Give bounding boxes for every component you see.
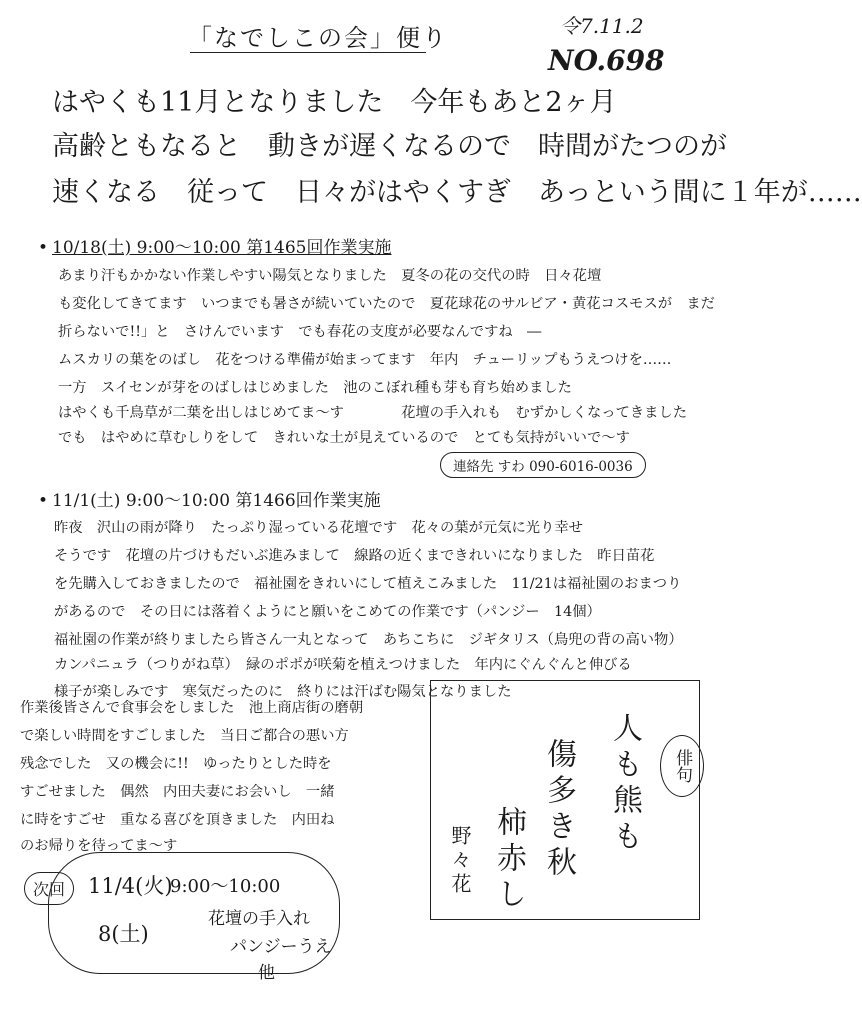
section2-heading [38, 486, 381, 511]
section1-line: でも はやめに草むしりをして きれいな土が見えているので とても気持がいいで〜す [58, 430, 630, 446]
next-session-time: 9:00〜10:00 [170, 876, 281, 897]
haiku-line: 傷多き秋 [541, 738, 576, 882]
closing-line: で楽しい時間をすごしました 当日ご都合の悪い方 [20, 728, 349, 744]
next-session-label: 次回 [24, 872, 74, 905]
title-underline [190, 52, 426, 53]
section1-line: ムスカリの葉をのばし 花をつける準備が始まってます 年内 チューリップもうえつけを…… [58, 352, 672, 368]
intro-line: 高齢ともなると 動きが遅くなるので 時間がたつのが [52, 131, 727, 162]
section2-heading-text: 11/1(土) 9:00〜10:00 第1466回作業実施 [52, 491, 381, 511]
next-session-date: 11/4(火) [88, 874, 173, 898]
issue-date: 令7.11.2 [560, 14, 644, 38]
next-session-task: パンジーうえ [230, 937, 332, 957]
next-session-date: 8(土) [98, 922, 149, 946]
closing-line: 作業後皆さんで食事会をしました 池上商店街の磨朝 [20, 700, 364, 716]
closing-line: に時をすごせ 重なる喜びを頂きました 内田ね [20, 812, 335, 828]
section1-line: も変化してきてます いつまでも暑さが続いていたので 夏花球花のサルビア・黄花コスモスが まだ [58, 296, 715, 312]
section2-line: があるので その日には落着くようにと願いをこめての作業です（パンジー 14個） [54, 604, 601, 620]
section2-line: 福祉園の作業が終りましたら皆さん一丸となって あちこちに ジギタリス（鳥兜の背の高い物） [54, 632, 683, 648]
next-session-task: 他 [258, 963, 275, 983]
next-session-task: 花壇の手入れ [208, 909, 310, 929]
section2-line: カンパニュラ（つりがね草） 緑のポポが咲菊を植えつけました 年内にぐんぐんと伸びる [54, 657, 632, 673]
section1-line: はやくも千鳥草が二葉を出しはじめてま〜す 花壇の手入れも むずかしくなってきました [58, 405, 688, 421]
section1-line: あまり汗もかかない作業しやすい陽気となりました 夏冬の花の交代の時 日々花壇 [58, 268, 602, 284]
section1-line: 一方 スイセンが芽をのばしはじめました 池のこぼれ種も芽も育ち始めました [58, 380, 572, 396]
closing-line: すごせました 偶然 内田夫妻にお会いし 一緒 [20, 784, 335, 800]
section2-line: 様子が楽しみです 寒気だったのに 終りには汗ばむ陽気となりました [54, 684, 512, 700]
haiku-badge: 俳句 [660, 735, 704, 797]
section2-line: そうです 花壇の片づけもだいぶ進みまして 線路の近くまできれいになりました 昨日苗花 [54, 548, 655, 564]
section1-line: 折らないで!!」と さけんでいます でも春花の支度が必要なんですね ― [58, 324, 542, 340]
closing-line: のお帰りを待ってま〜す [20, 838, 178, 854]
issue-number: NO.698 [548, 44, 665, 77]
section1-heading [38, 233, 392, 258]
contact-box: 連絡先 すわ 090-6016-0036 [440, 452, 646, 478]
section2-line: 昨夜 沢山の雨が降り たっぷり湿っている花壇です 花々の葉が元気に光り幸せ [54, 520, 583, 536]
haiku-line: 人も熊も [607, 712, 642, 856]
newsletter-title: 「なでしこの会」便り [188, 24, 448, 52]
bullet-icon: • [38, 491, 49, 511]
closing-line: 残念でした 又の機会に!! ゆったりとした時を [20, 756, 332, 772]
haiku-author: 野々花 [448, 825, 472, 897]
intro-line: 速くなる 従って 日々がはやくすぎ あっという間に１年が…… [52, 177, 862, 208]
section1-heading-text: 10/18(土) 9:00〜10:00 第1465回作業実施 [52, 238, 392, 258]
intro-line: はやくも11月となりました 今年もあと2ヶ月 [52, 87, 617, 118]
bullet-icon: • [38, 238, 49, 258]
haiku-line: 柿赤し [491, 806, 526, 914]
section2-line: を先購入しておきましたので 福祉園をきれいにして植えこみました 11/21は福祉園のおまつり [54, 576, 682, 592]
